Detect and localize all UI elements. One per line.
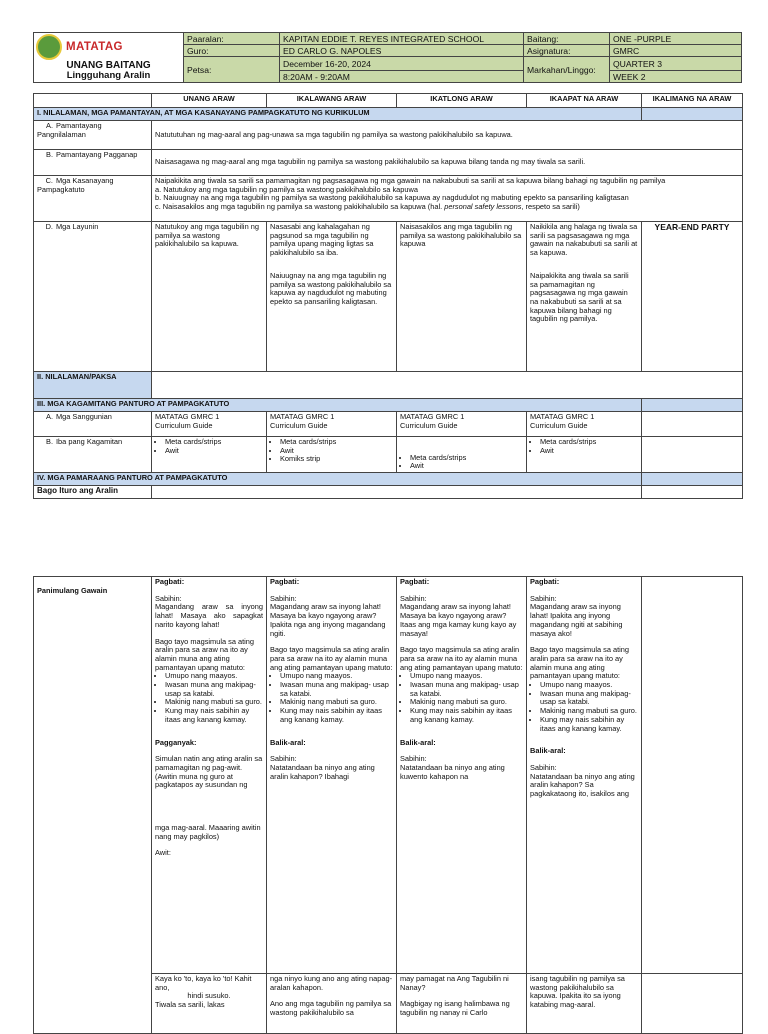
- activity-day-4: Pagbati: Sabihin: Magandang araw sa inyong lahat! Ipakita ang inyong magandang ngiti at sabihing masaya ako! Bago tayo magsimula sa ating aralin para sa araw na ito ay alamin muna ang ating pamantayan upang matuto: • Umupo nang maayos. • Iwasan muna ang makipag- usap sa katabi. • Makinig nang mabuti sa guro. • Kung may nais sabihin ay itaas ang kanang kamay. Balik-aral: Sabihin: Natatandaan ba ninyo ang ating aralin kahapon? Sa pagkakataong ito, isakilos ang: [527, 577, 642, 974]
- materials-day-4: • Meta cards/strips • Awit: [527, 437, 642, 473]
- deped-seal-icon: [36, 34, 62, 60]
- date-label: Petsa:: [184, 57, 280, 83]
- section-4-blank: [642, 473, 743, 486]
- topic-content: [152, 372, 743, 399]
- activity-day-5-cont: [642, 974, 743, 1034]
- activities-table: [33, 576, 743, 1034]
- before-lesson-day-5: [642, 486, 743, 499]
- matatag-logo: MATATAG: [66, 41, 123, 53]
- day-header-5: IKALIMANG NA ARAW: [642, 94, 743, 108]
- header-table: [33, 32, 742, 83]
- day-header-4: IKAAPAT NA ARAW: [527, 94, 642, 108]
- materials-day-1: • Meta cards/strips • Awit: [152, 437, 267, 473]
- activity-day-4-cont: isang tagubilin ng pamilya sa wastong pakikihalubilo sa kapuwa. Ipakita ito sa iyong katabing mag-aaral.: [527, 974, 642, 1034]
- corner-cell: [34, 94, 152, 108]
- document-subtitle: Lingguhang Aralin: [66, 70, 151, 81]
- activity-day-3-cont: may pamagat na Ang Tagubilin ni Nanay? Magbigay ng isang halimbawa ng tagubilin ng nanay ni Carlo: [397, 974, 527, 1034]
- subject-label: Asignatura:: [524, 45, 610, 57]
- section-4-heading: IV. MGA PAMARAANG PANTURO AT PAMPAGKATUTO: [34, 473, 642, 486]
- before-lesson-label: Bago Ituro ang Aralin: [34, 486, 152, 499]
- row-a-content: Natututuhan ng mag-aaral ang pag-unawa sa mga tagubilin ng pamilya sa wastong pakikihalubilo sa kapuwa.: [152, 121, 743, 150]
- materials-label: B. Iba pang Kagamitan: [34, 437, 152, 473]
- reference-day-5: [642, 412, 743, 437]
- section-3-blank: [642, 399, 743, 412]
- day-header-2: IKALAWANG ARAW: [267, 94, 397, 108]
- row-b-content: Naisasagawa ng mag-aaral ang mga tagubilin ng pamilya sa wastong pakikihalubilo sa kapuwa bilang tanda ng may tiwala sa sarili.: [152, 150, 743, 176]
- reference-day-3: MATATAG GMRC 1 Curriculum Guide: [397, 412, 527, 437]
- time-value: 8:20AM - 9:20AM: [280, 71, 524, 83]
- materials-day-2: • Meta cards/strips • Awit • Komiks strip: [267, 437, 397, 473]
- activity-day-1: Pagbati: Sabihin: Magandang araw sa inyong lahat! Masaya ako sapagkat narito kayong lahat! Bago tayo magsimula sa ating aralin para sa araw na ito ay alamin muna ang ating pamantayan upang matuto: • Umupo nang maayos. • Iwasan muna ang makipag- usap sa katabi. • Makinig nang mabuti sa guro. • Kung may nais sabihin ay itaas ang kanang kamay. Pagganyak: Simulan natin ang ating aralin sa pamamagitan ng pag-awit. (Awitin muna ng guro at pagkatapos ay susundan ng mga mag-aaral. Maaaring awitin nang may pagkilos) Awit:: [152, 577, 267, 974]
- school-logo-block: [34, 33, 184, 83]
- competency-a: a. Natutukoy ang mga tagubilin ng pamilya sa wastong pakikihalubilo sa kapuwa: [155, 184, 418, 194]
- teacher-label: Guro:: [184, 45, 280, 57]
- references-label: A. Mga Sanggunian: [34, 412, 152, 437]
- week-value: WEEK 2: [610, 71, 742, 83]
- date-value: December 16-20, 2024: [280, 57, 524, 71]
- song-lyrics: Kaya ko 'to, kaya ko 'to! Kahit ano, hindi susuko. Tiwala sa sarili, lakas: [152, 974, 267, 1034]
- competency-b: b. Naiuugnay na ang mga tagubilin ng pamilya sa wastong pakikihalubilo sa kapuwa ay nagdudulot ng mabuting epekto sa pansariling kaligtasan: [155, 193, 629, 203]
- school-value: KAPITAN EDDIE T. REYES INTEGRATED SCHOOL: [280, 33, 524, 45]
- section-3-heading: III. MGA KAGAMITANG PANTURO AT PAMPAGKATUTO: [34, 399, 642, 412]
- activity-day-5: [642, 577, 743, 974]
- teacher-value: ED CARLO G. NAPOLES: [280, 45, 524, 57]
- grade-label: Baitang:: [524, 33, 610, 45]
- competency-c: c. Naisasakilos ang mga tagubilin ng pamilya sa wastong pakikihalubilo sa kapuwa (hal. personal safety lessons, respeto sa sarili): [155, 202, 580, 212]
- objective-day-2: Nasasabi ang kahalagahan ng pagsunod sa mga tagubilin ng pamilya upang maging ligtas sa pakikihalubilo sa iba. Naiuugnay na ang mga tagubilin ng pamilya sa wastong pakikihalubilo sa kapuwa ay nagdudulot ng mabuting epekto sa pansariling kaligtasan.: [267, 222, 397, 372]
- activity-day-2-cont: nga ninyo kung ano ang ating napag-aralan kahapon. Ano ang mga tagubilin ng pamilya sa wastong pakikihalubilo sa: [267, 974, 397, 1034]
- day-header-3: IKATLONG ARAW: [397, 94, 527, 108]
- objective-day-3: Naisasakilos ang mga tagubilin ng pamilya sa wastong pakikihalubilo sa kapuwa: [397, 222, 527, 372]
- activity-day-2: Pagbati: Sabihin: Magandang araw sa inyong lahat! Masaya ba kayo ngayong araw? Ipakita nga ang inyong magandang ngiti. Bago tayo magsimula sa ating aralin para sa araw na ito ay alamin muna ang ating pamantayan upang matuto: • Umupo nang maayos. • Iwasan muna ang makipag- usap sa katabi. • Makinig nang mabuti sa guro. • Kung may nais sabihin ay itaas ang kanang kamay. Balik-aral: Sabihin: Natatandaan ba ninyo ang ating aralin kahapon? Ibahagi: [267, 577, 397, 974]
- subject-value: GMRC: [610, 45, 742, 57]
- row-b-label: B. Pamantayang Pagganap: [34, 150, 152, 176]
- activity-day-3: Pagbati: Sabihin: Magandang araw sa inyong lahat! Masaya ba kayo ngayong araw? Itaas ang mga kamay kung kayo ay masaya! Bago tayo magsimula sa ating aralin para sa araw na ito ay alamin muna ang ating pamantayan upang matuto: • Umupo nang maayos. • Iwasan muna ang makipag- usap sa katabi. • Makinig nang mabuti sa guro. • Kung may nais sabihin ay itaas ang kanang kamay. Balik-aral: Sabihin: Natatandaan ba ninyo ang ating kuwento kahapon na: [397, 577, 527, 974]
- competency-intro: Naipakikita ang tiwala sa sarili sa pamamagitan ng pagsasagawa ng mga gawain na nakabubuti sa sarili at sa kapuwa bilang bahagi ng tagubilin ng pamilya: [155, 176, 666, 185]
- section-2-heading: II. NILALAMAN/PAKSA: [34, 372, 152, 399]
- materials-day-3: • Meta cards/strips • Awit: [397, 437, 527, 473]
- section-1-heading: I. NILALAMAN, MGA PAMANTAYAN, AT MGA KASANAYANG PAMPAGKATUTO NG KURIKULUM: [34, 108, 642, 121]
- reference-day-1: MATATAG GMRC 1 Curriculum Guide: [152, 412, 267, 437]
- quarter-label: Markahan/Linggo:: [524, 57, 610, 83]
- materials-day-5: [642, 437, 743, 473]
- row-c-label: C. Mga Kasanayang Pampagkatuto: [34, 176, 152, 222]
- lesson-plan-table: [33, 93, 743, 499]
- before-lesson-content: [152, 486, 642, 499]
- activity-label: Panimulang Gawain: [34, 577, 152, 1034]
- section-1-blank: [642, 108, 743, 121]
- objective-day-1: Natutukoy ang mga tagubilin ng pamilya sa wastong pakikihalubilo sa kapuwa.: [152, 222, 267, 372]
- reference-day-4: MATATAG GMRC 1 Curriculum Guide: [527, 412, 642, 437]
- grade-value: ONE -PURPLE: [610, 33, 742, 45]
- row-c-content: [152, 176, 743, 222]
- day-header-1: UNANG ARAW: [152, 94, 267, 108]
- row-a-label: A. Pamantayang Pangnilalaman: [34, 121, 152, 150]
- objective-day-4: Naikikila ang halaga ng tiwala sa sarili sa pagsasagawa ng mga gawain na nakabubuti sa sarili at sa kapuwa. Naipakikita ang tiwala sa sarili sa pamamagitan ng pagsasagawa ng mga gawain na nakabubuti sa sarili at sa kapuwa bilang bahagi ng tagubilin ng pamilya.: [527, 222, 642, 372]
- quarter-value: QUARTER 3: [610, 57, 742, 71]
- document-title: UNANG BAITANG: [66, 60, 151, 71]
- objective-day-5: YEAR-END PARTY: [642, 222, 743, 372]
- reference-day-2: MATATAG GMRC 1 Curriculum Guide: [267, 412, 397, 437]
- row-d-label: D. Mga Layunin: [34, 222, 152, 372]
- school-label: Paaralan:: [184, 33, 280, 45]
